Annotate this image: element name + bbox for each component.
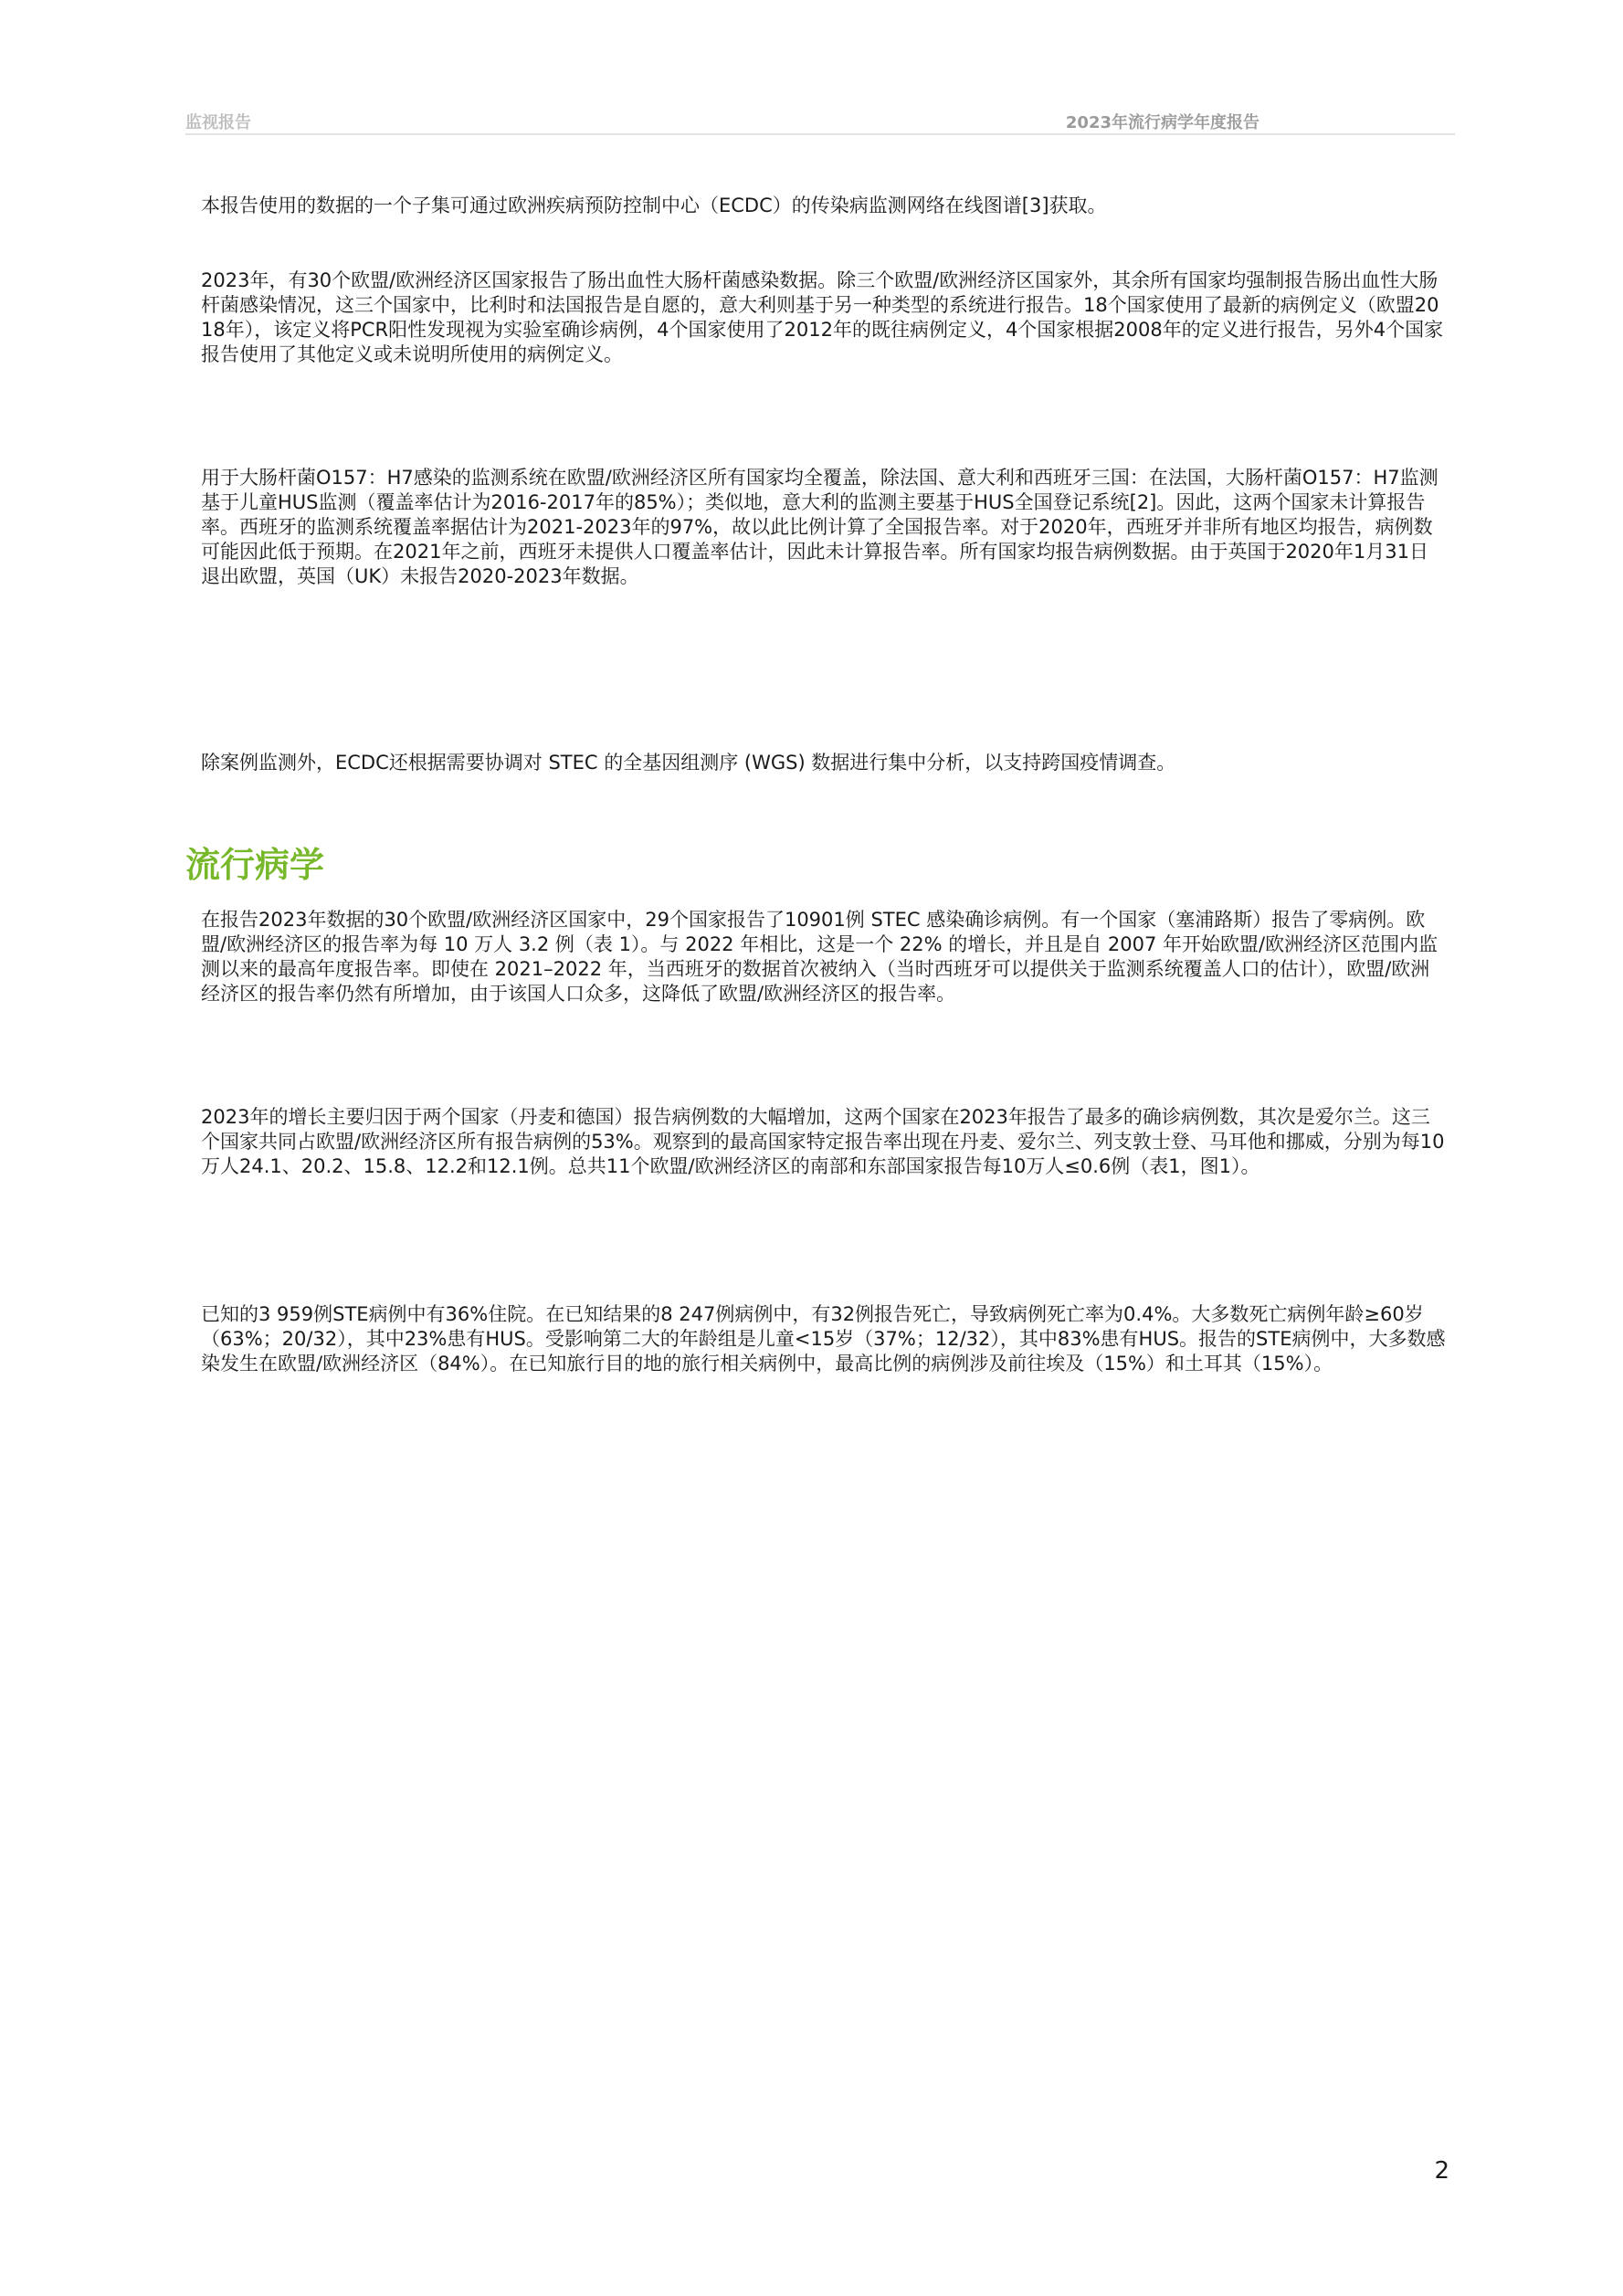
paragraph-surveillance-coverage: 用于大肠杆菌O157：H7感染的监测系统在欧盟/欧洲经济区所有国家均全覆盖，除法国、意大利和西班牙三国：在法国，大肠杆菌O157：H7监测基于儿童HUS监测（覆盖率估计为2016-2017年的85%）；类似地，意大利的监测主要基于HUS全国登记系统[2]。因此，这两个国家未计算报告率。西班牙的监测系统覆盖率据估计为2021-2023年的97%，故以此比例计算了全国报告率。对于2020年，西班牙并非所有地区均报告，病例数可能因此低于预期。在2021年之前，西班牙未提供人口覆盖率估计，因此未计算报告率。所有国家均报告病例数据。由于英国于2020年1月31日退出欧盟，英国（UK）未报告2020-2023年数据。 (201, 467, 1439, 587)
paragraph-hospitalisation-deaths: 已知的3 959例STE病例中有36%住院。在已知结果的8 247例病例中，有32例报告死亡，导致病例死亡率为0.4%。大多数死亡病例年龄≥60岁（63%；20/32），其中23%患有HUS。受影响第二大的年龄组是儿童<15岁（37%；12/32），其中83%患有HUS。报告的STE病例中，大多数感染发生在欧盟/欧洲经济区（84%）。在已知旅行目的地的旅行相关病例中，最高比例的病例涉及前往埃及（15%）和土耳其（15%）。 (201, 1303, 1446, 1374)
paragraph-confirmed-cases: 在报告2023年数据的30个欧盟/欧洲经济区国家中，29个国家报告了10901例 STEC 感染确诊病例。有一个国家（塞浦路斯）报告了零病例。欧盟/欧洲经济区的报告率为每 10 万人 3.2 例（表 1）。与 2022 年相比，这是一个 22% 的增长，并且是自 2007 年开始欧盟/欧洲经济区范围内监测以来的最高年度报告率。即使在 2021–2022 年，当西班牙的数据首次被纳入（当时西班牙可以提供关于监测系统覆盖人口的估计），欧盟/欧洲经济区的报告率仍然有所增加，由于该国人口众多，这降低了欧盟/欧洲经济区的报告率。 (201, 909, 1439, 1005)
section-title-epidemiology: 流行病学 (185, 845, 325, 885)
page-header (185, 108, 1455, 135)
paragraph-reporting-countries: 2023年，有30个欧盟/欧洲经济区国家报告了肠出血性大肠杆菌感染数据。除三个欧盟/欧洲经济区国家外，其余所有国家均强制报告肠出血性大肠杆菌感染情况，这三个国家中，比利时和法国报告是自愿的，意大利则基于另一种类型的系统进行报告。18个国家使用了最新的病例定义（欧盟2018年），该定义将PCR阳性发现视为实验室确诊病例，4个国家使用了2012年的既往病例定义，4个国家根据2008年的定义进行报告，另外4个国家报告使用了其他定义或未说明所使用的病例定义。 (201, 269, 1444, 365)
page-number: 2 (1434, 2157, 1449, 2185)
paragraph-wgs-analysis: 除案例监测外，ECDC还根据需要协调对 STEC 的全基因组测序 (WGS) 数据进行集中分析，以支持跨国疫情调查。 (201, 752, 1176, 774)
paragraph-data-access: 本报告使用的数据的一个子集可通过欧洲疾病预防控制中心（ECDC）的传染病监测网络在线图谱[3]获取。 (201, 195, 1107, 216)
paragraph-increase-2023: 2023年的增长主要归因于两个国家（丹麦和德国）报告病例数的大幅增加，这两个国家在2023年报告了最多的确诊病例数，其次是爱尔兰。这三个国家共同占欧盟/欧洲经济区所有报告病例的53%。观察到的最高国家特定报告率出现在丹麦、爱尔兰、列支敦士登、马耳他和挪威，分别为每10万人24.1、20.2、15.8、12.2和12.1例。总共11个欧盟/欧洲经济区的南部和东部国家报告每10万人≤0.6例（表1，图1）。 (201, 1106, 1445, 1177)
header-report-title: 2023年流行病学年度报告 (1065, 113, 1259, 132)
header-report-type: 监视报告 (185, 113, 251, 132)
